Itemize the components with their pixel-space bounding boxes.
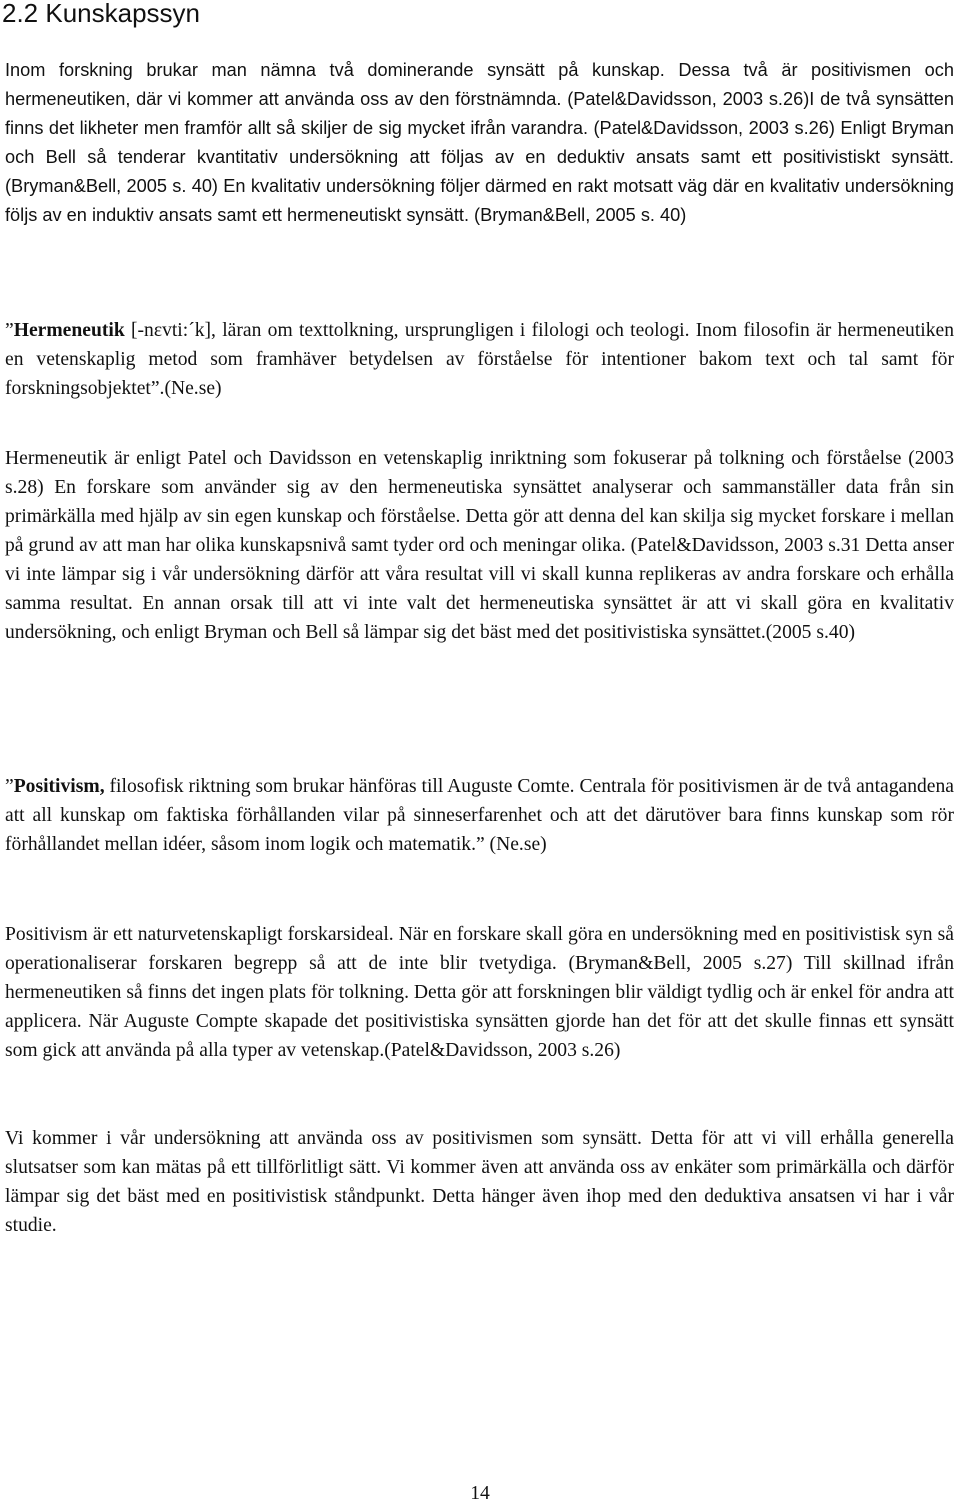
paragraph-text: Inom forskning brukar man nämna två dominerande synsätt på kunskap. Dessa två är positivismen och hermeneutiken, där vi kommer att använda oss av den förstnämnda. (Patel&Davidsson, 2003 s.26)I de två synsätten finns det likheter men framför allt så skiljer de sig mycket ifrån varandra. (Patel&Davidsson, 2003 s.26) Enligt Bryman och Bell så tenderar kvantitativ undersökning att följas av en deduktiv ansats samt ett positivistiskt synsätt. (Bryman&Bell, 2005 s. 40) En kvalitativ undersökning följer därmed en rakt motsatt väg där en kvalitativ undersökning följs av en induktiv ansats samt ett hermeneutiskt synsätt. (Bryman&Bell, 2005 s. 40) [5,60,954,225]
paragraph-positivism-quote [5,772,954,859]
term-positivism: Positivism, [13,776,105,797]
section-heading: 2.2 Kunskapssyn [2,0,201,28]
paragraph-text: filosofisk riktning som brukar hänföras till Auguste Comte. Centrala för positivismen är de två antagandena att all kunskap om faktiska förhållanden vilar på sinneserfarenhet och att det därutöver bara finns kunskap som rör förhållandet mellan idéer, såsom inom logik och matematik.” (Ne.se) [5,776,954,855]
paragraph-kunskapssyn-intro [5,56,954,230]
paragraph-hermeneutik-quote [5,316,954,403]
paragraph-text: Hermeneutik är enligt Patel och Davidsson en vetenskaplig inriktning som fokuserar på tolkning och förståelse (2003 s.28) En forskare som använder sig av den hermeneutiska synsättet analyserar och sammanställer data från sin primärkälla med hjälp av sin egen kunskap och förståelse. Detta gör att denna del kan skilja sig mycket forskare i mellan på grund av att man har olika kunskapsnivå samt tyder ord och meningar olika. (Patel&Davidsson, 2003 s.31 Detta anser vi inte lämpar sig i vår undersökning därför att våra resultat vill vi skall kunna replikeras av andra forskare och erhålla samma resultat. En annan orsak till att vi inte valt det hermeneutiska synsättet är att vi skall göra en kvalitativ undersökning, och enligt Bryman och Bell så lämpar sig det bäst med det positivistiska synsättet.(2005 s.40) [5,448,954,643]
term-hermeneutik: Hermeneutik [13,320,125,341]
paragraph-text: Vi kommer i vår undersökning att använda oss av positivismen som synsätt. Detta för att vi vill erhålla generella slutsatser som kan mätas på ett tillförlitligt sätt. Vi kommer även att använda oss av enkäter som primärkälla och därför lämpar sig det bäst med en positivistisk ståndpunkt. Detta hänger även ihop med den deduktiva ansatsen vi har i vår studie. [5,1128,954,1236]
paragraph-positivism-discussion [5,920,954,1065]
paragraph-conclusion [5,1124,954,1240]
page-number: 14 [470,1483,490,1504]
open-quote: ” [5,776,14,797]
paragraph-text: [-nεvti:´k], läran om texttolkning, ursprungligen i filologi och teologi. Inom filosofin är hermeneutiken en vetenskaplig metod som framhäver betydelsen av förståelse för intentioner bakom text och tal samt för forskningsobjektet”.(Ne.se) [5,320,954,399]
paragraph-hermeneutik-discussion [5,444,954,647]
paragraph-text: Positivism är ett naturvetenskapligt forskarsideal. När en forskare skall göra en undersökning med en positivistisk syn så operationaliserar forskaren begrepp så att de inte blir tvetydiga. (Bryman&Bell, 2005 s.27) Till skillnad ifrån hermeneutiken så finns det ingen plats för tolkning. Detta gör att forskningen blir väldigt tydlig och är enkel för andra att applicera. När Auguste Compte skapade det positivistiska synsätten gjorde han det för att det skulle finnas ett synsätt som gick att använda på alla typer av vetenskap.(Patel&Davidsson, 2003 s.26) [5,924,954,1061]
open-quote: ” [5,320,14,341]
